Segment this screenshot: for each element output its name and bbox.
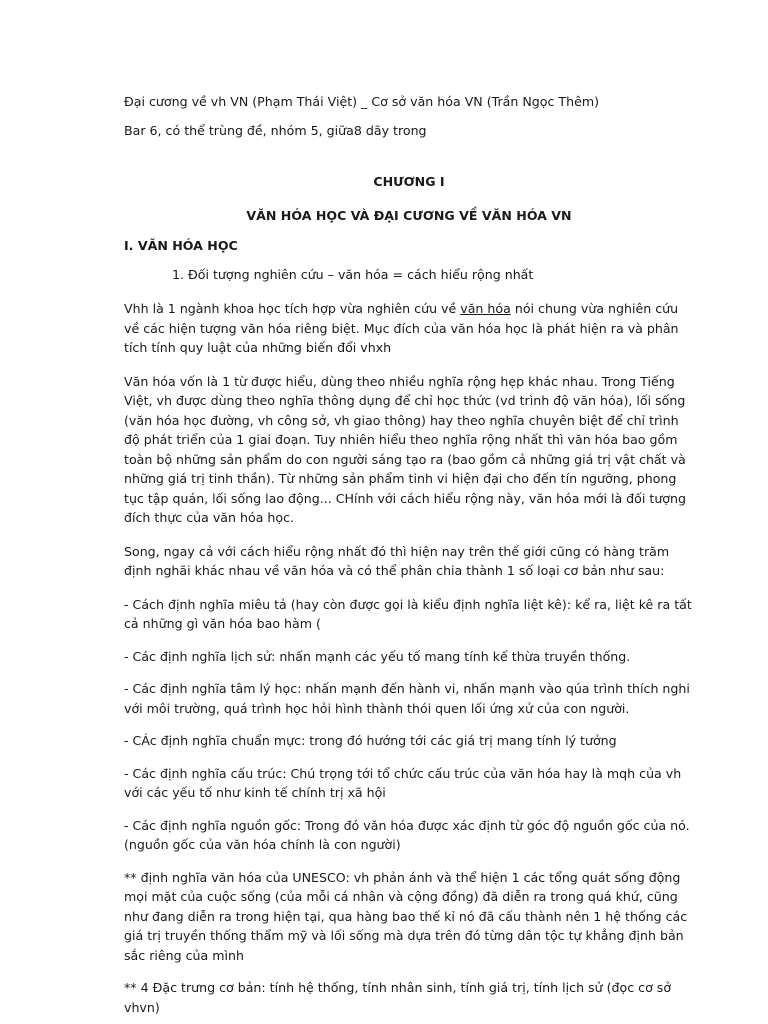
list-item: - Các định nghĩa lịch sử: nhấn mạnh các yếu tố mang tính kế thừa truyền thống.: [124, 648, 631, 664]
list-item: - Các định nghĩa tâm lý học: nhấn mạnh đến hành vi, nhấn mạnh vào qúa trình thích nghi với môi trường, quá trình học hỏi hình thành thói quen lối ứng xử của con người.: [124, 681, 690, 716]
list-item: - Các định nghĩa nguồn gốc: Trong đó văn hóa được xác định từ góc độ nguồn gốc của nó. (nguồn gốc của văn hóa chính là con người): [124, 817, 690, 852]
paragraph-dinh-nghia: Song, ngay cả với cách hiểu rộng nhất đó thì hiện nay trên thế giới cũng có hàng trăm định nghãi khác nhau về văn hóa và có thể phân chia thành 1 số loại cơ bản như sau:: [124, 543, 670, 578]
paragraph-vhh: [124, 299, 694, 358]
characteristics-note: ** 4 Đặc trưng cơ bản: tính hệ thống, tính nhân sinh, tính giá trị, tính lịch sử (đọc cơ sở vhvn): [124, 980, 672, 1015]
underlined-term: văn hóa: [460, 301, 511, 316]
note-line: Bar 6, có thể trùng đề, nhóm 5, giữa8 dãy trong: [124, 122, 427, 138]
list-item: - Các định nghĩa cấu trúc: Chú trọng tới tổ chức cấu trúc của văn hóa hay là mqh của vh với các yếu tố như kinh tế chính trị xã hội: [124, 765, 682, 800]
subsection-heading: 1. Đối tượng nghiên cứu – văn hóa = cách hiểu rộng nhất: [172, 266, 534, 282]
paragraph-van-hoa: Văn hóa vốn là 1 từ được hiểu, dùng theo nhiều nghĩa rộng hẹp khác nhau. Trong Tiếng Việt, vh được dùng theo nghĩa thông dụng để chỉ học thức (vd trình độ văn hóa), lối sống (văn hóa học đường, vh công sở, vh giao thông) hay theo nghĩa chuyên biệt để chỉ trình độ phát triển của 1 giai đoạn. Tuy nhiên hiểu theo nghĩa rộng nhất thì văn hóa bao gồm toàn bộ những sản phẩm do con người sáng tạo ra (bao gồm cả những giá trị vật chất và những giá trị tinh thần). Từ những sản phẩm tinh vi hiện đại cho đến tín ngưỡng, phong tục tập quán, lối sống lao động... CHính với cách hiểu rộng này, văn hóa mới là đối tượng đích thực của văn hóa học.: [124, 373, 686, 525]
list-item: - CÁc định nghĩa chuẩn mực: trong đó hướng tới các giá trị mang tính lý tưởng: [124, 733, 617, 748]
paragraph-text: Vhh là 1 ngành khoa học tích hợp vừa nghiên cứu về: [124, 301, 461, 316]
chapter-title: VĂN HÓA HỌC VÀ ĐẠI CƯƠNG VỀ VĂN HÓA VN: [246, 207, 572, 223]
unesco-note: ** định nghĩa văn hóa của UNESCO: vh phản ánh và thể hiện 1 các tổng quát sống động mọi mặt của cuộc sống (của mỗi cá nhân và cộng đồng) đã diễn ra trong quá khứ, cũng như đang diễn ra trong hiện tại, qua hàng bao thế kỉ nó đã cấu thành nên 1 hệ thống các giá trị truyền thống thẩm mỹ và lối sống mà dựa trên đó từng dân tộc tự khẳng định bản sắc riêng của mình: [124, 869, 688, 963]
section-heading: I. VĂN HÓA HỌC: [124, 238, 238, 253]
reference-line: Đại cương về vh VN (Phạm Thái Việt) _ Cơ sở văn hóa VN (Trần Ngọc Thêm): [124, 94, 600, 109]
paragraph-text: nói chung vừa nghiên cứu về các hiện tượng văn hóa riêng biệt. Mục đích của văn hóa học là phát hiện ra và phân tích tính quy luật của những biến đổi vhxh: [124, 301, 679, 355]
list-item: - Cách định nghĩa miêu tả (hay còn được gọi là kiểu định nghĩa liệt kê): kể ra, liệt kê ra tất cả những gì văn hóa bao hàm (: [124, 596, 692, 631]
chapter-heading: CHƯƠNG I: [373, 174, 445, 189]
